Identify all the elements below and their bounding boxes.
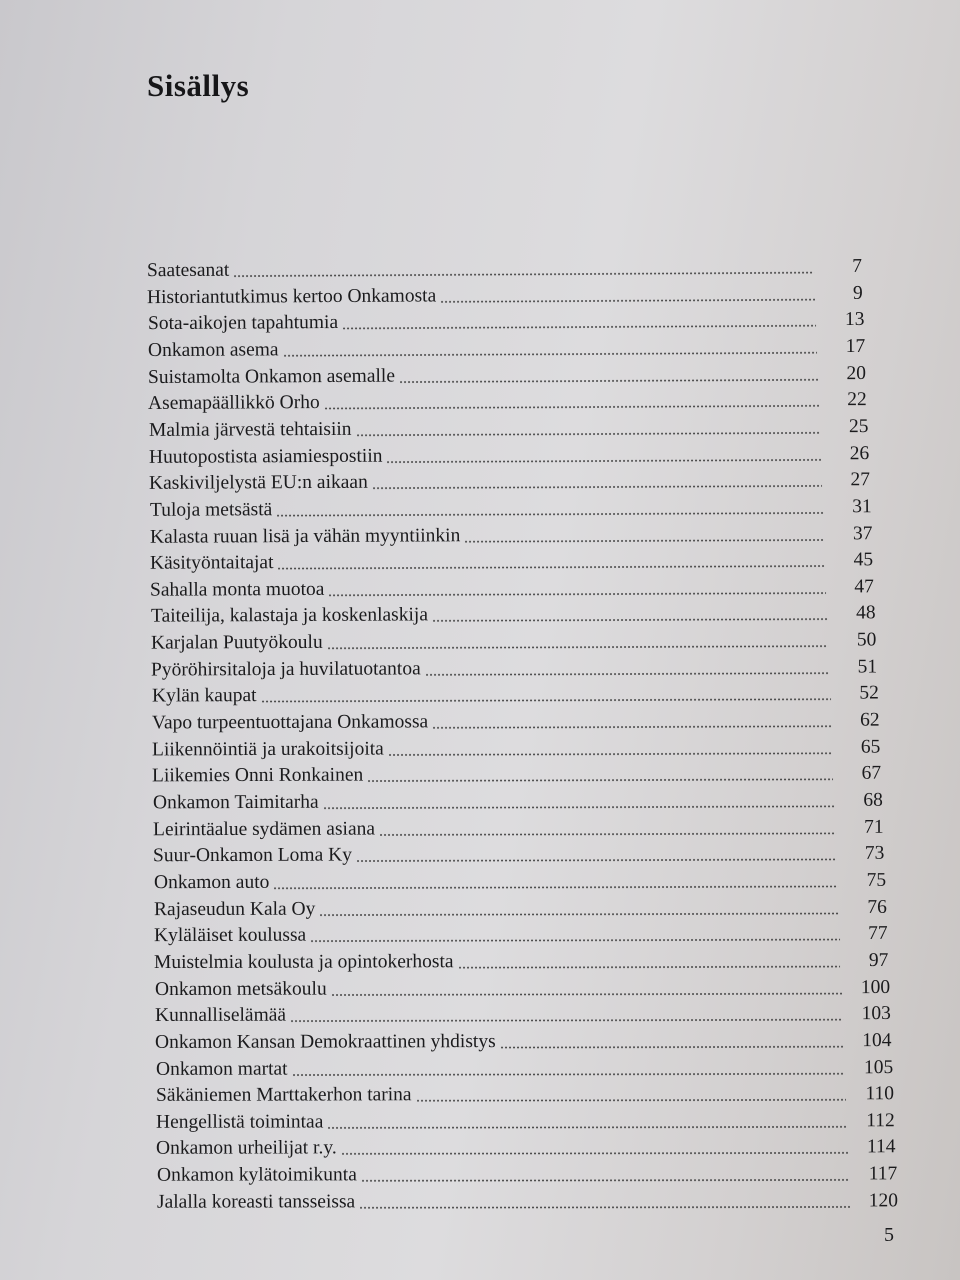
toc-entry-page: 71: [864, 816, 884, 838]
toc-entry-page: 51: [857, 656, 878, 678]
toc-entry: [156, 1079, 894, 1107]
toc-entry: [150, 572, 874, 601]
toc-entry-page: 100: [860, 976, 890, 998]
toc-entry-title: Suur-Onkamon Loma Ky: [153, 844, 353, 867]
dot-leader: [327, 1125, 846, 1129]
dot-leader: [372, 485, 822, 490]
toc-entry-page: 9: [853, 282, 864, 304]
toc-entry-page: 104: [862, 1029, 892, 1051]
toc-entry: [157, 1159, 897, 1186]
toc-entry-page: 20: [846, 362, 867, 384]
toc-entry: [155, 999, 891, 1027]
toc-entry: [150, 545, 873, 574]
toc-entry-page: 26: [849, 442, 870, 464]
toc-entry: [154, 919, 888, 947]
toc-entry-page: 112: [866, 1110, 895, 1132]
toc-entry-title: Kylän kaupat: [151, 685, 257, 707]
dot-leader: [464, 538, 824, 543]
dot-leader: [329, 591, 827, 596]
toc-entry: [151, 599, 876, 628]
dot-leader: [322, 805, 834, 810]
toc-entry: [152, 679, 879, 708]
toc-entry-page: 17: [845, 335, 866, 357]
toc-entry: [151, 626, 876, 655]
toc-entry: [149, 439, 869, 469]
toc-entry-title: Onkamon Kansan Demokraattinen yhdistys: [155, 1030, 496, 1053]
toc-entry: [152, 706, 880, 735]
dot-leader: [425, 671, 829, 676]
toc-entry-title: Onkamon asema: [147, 339, 279, 361]
toc-entry-title: Suistamolta Onkamon asemalle: [148, 365, 396, 388]
toc-entry-page: 48: [855, 602, 876, 624]
toc-entry: [149, 465, 870, 495]
dot-leader: [327, 645, 829, 650]
toc-entry-page: 65: [860, 736, 881, 758]
toc-entry-title: Onkamon martat: [155, 1058, 288, 1080]
toc-entry: [150, 519, 873, 549]
toc-entry: [147, 305, 864, 335]
toc-entry: [154, 892, 887, 920]
toc-entry-title: Onkamon urheilijat r.y.: [156, 1137, 338, 1160]
toc-entry-title: Saatesanat: [146, 259, 230, 282]
dot-leader: [291, 1072, 845, 1076]
toc-entry: [153, 786, 883, 815]
dot-leader: [458, 965, 841, 969]
toc-entry: [156, 1106, 895, 1134]
toc-entry: [147, 278, 863, 308]
dot-leader: [330, 992, 841, 996]
toc-entry-page: 114: [867, 1136, 896, 1158]
toc-entry: [156, 1133, 896, 1160]
toc-entry: [157, 1186, 898, 1213]
toc-entry-page: 27: [850, 469, 871, 491]
toc-entry-title: Muistelmia koulusta ja opintokerhosta: [154, 951, 454, 973]
toc-entry: [155, 1026, 892, 1054]
toc-entry-page: 68: [863, 789, 883, 811]
toc-entry-title: Onkamon auto: [153, 871, 269, 894]
toc-entry-title: Asemapäällikkö Orho: [148, 392, 321, 415]
toc-entry-title: Malmia järvestä tehtaisiin: [148, 418, 352, 441]
dot-leader: [290, 1018, 843, 1022]
dot-leader: [415, 1098, 845, 1102]
toc-entry: [148, 359, 866, 389]
toc-entry-title: Onkamon kylätoimikunta: [156, 1164, 357, 1186]
dot-leader: [399, 378, 818, 383]
toc-entry-page: 103: [861, 1003, 891, 1025]
toc-entry: [152, 759, 881, 788]
toc-heading: Sisällys: [147, 68, 250, 103]
toc-entry: [152, 732, 880, 761]
dot-leader: [432, 725, 831, 730]
dot-leader: [386, 458, 821, 463]
toc-entry: [149, 412, 869, 442]
dot-leader: [388, 751, 833, 756]
toc-entry-title: Kyläläiset koulussa: [154, 924, 307, 947]
toc-entry-page: 50: [856, 629, 877, 651]
toc-entry-title: Jalalla koreasti tansseissa: [156, 1191, 356, 1213]
toc-entry-title: Vapo turpeentuottajana Onkamossa: [151, 711, 429, 734]
toc-entry-page: 75: [866, 869, 886, 891]
toc-entry-page: 62: [859, 709, 880, 731]
dot-leader: [342, 324, 816, 330]
toc-entry-page: 31: [851, 496, 872, 518]
toc-entry-title: Säkäniemen Marttakerhon tarina: [155, 1084, 412, 1106]
toc-entry-page: 105: [863, 1056, 893, 1078]
toc-entry-page: 77: [868, 923, 888, 945]
toc-entry-title: Liikemies Onni Ronkainen: [152, 764, 364, 787]
toc-entry-page: 97: [869, 949, 889, 971]
toc-entry-title: Tuloja metsästä: [149, 499, 272, 521]
toc-entry-title: Historiantutkimus kertoo Onkamosta: [147, 285, 437, 308]
toc-entry-page: 117: [868, 1163, 897, 1185]
toc-entry-page: 76: [867, 896, 887, 918]
dot-leader: [441, 298, 816, 303]
toc-entry: [154, 866, 886, 894]
toc-entry-title: Sota-aikojen tapahtumia: [147, 312, 338, 335]
toc-entry: [153, 839, 884, 867]
dot-leader: [324, 405, 819, 411]
toc-entry-title: Karjalan Puutyökoulu: [150, 631, 323, 654]
page-number: 5: [884, 1224, 894, 1246]
toc-entry-page: 120: [868, 1190, 899, 1212]
dot-leader: [355, 431, 820, 436]
dot-leader: [273, 885, 838, 890]
dot-leader: [233, 271, 814, 278]
dot-leader: [379, 832, 836, 837]
toc-entry: [147, 252, 862, 282]
dot-leader: [282, 351, 817, 357]
toc-entry: [150, 492, 872, 522]
toc-entry-page: 25: [848, 415, 869, 438]
toc-entry-title: Kunnalliselämää: [154, 1004, 287, 1027]
toc-entry-title: Onkamon metsäkoulu: [154, 978, 327, 1000]
toc-entry-title: Käsityöntaitajat: [150, 552, 274, 574]
toc-entry-title: Pyöröhirsitaloja ja huvilatuotantoa: [151, 658, 422, 681]
dot-leader: [260, 698, 830, 703]
toc-entry-title: Hengellistä toimintaa: [156, 1111, 324, 1133]
dot-leader: [310, 938, 839, 943]
toc-entry-page: 45: [853, 549, 874, 571]
toc-entry-page: 110: [865, 1083, 894, 1105]
dot-leader: [361, 1178, 849, 1182]
toc-entry-title: Onkamon Taimitarha: [152, 791, 319, 814]
dot-leader: [356, 858, 836, 863]
toc-entry-title: Leirintäalue sydämen asiana: [152, 818, 376, 840]
toc-entry-title: Sahalla monta muotoa: [150, 578, 325, 601]
dot-leader: [341, 1152, 848, 1156]
toc-entry: [154, 946, 888, 974]
dot-leader: [500, 1045, 844, 1049]
toc-entry-page: 22: [847, 389, 868, 411]
toc-entry: [148, 385, 867, 415]
toc-entry-title: Huutopostista asiamiespostiin: [148, 445, 383, 468]
dot-leader: [368, 778, 834, 783]
toc-entry-page: 67: [861, 762, 882, 785]
toc-entry: [148, 332, 865, 362]
dot-leader: [278, 565, 826, 571]
toc-entry-title: Liikennöintiä ja urakoitsijoita: [152, 738, 384, 761]
toc-entry-title: Taiteilija, kalastaja ja koskenlaskija: [150, 604, 428, 628]
toc-entry-page: 73: [865, 843, 885, 865]
toc-entry: [156, 1053, 893, 1081]
dot-leader: [359, 1205, 850, 1209]
toc-entry-page: 52: [858, 682, 879, 704]
toc-entry-title: Rajaseudun Kala Oy: [153, 898, 316, 920]
toc-entry-page: 47: [854, 576, 875, 598]
toc-entry-page: 37: [852, 522, 873, 544]
toc-entry-title: Kaskiviljelystä EU:n aikaan: [149, 471, 369, 495]
toc-entry: [151, 652, 877, 681]
toc-entry: [153, 812, 884, 841]
dot-leader: [432, 618, 828, 623]
toc-entry-page: 13: [844, 309, 865, 331]
dot-leader: [276, 511, 823, 517]
dot-leader: [319, 912, 838, 917]
toc-entry-page: 7: [852, 255, 863, 277]
toc-entry: [155, 973, 890, 1001]
toc-entry-title: Kalasta ruuan lisä ja vähän myyntiinkin: [149, 524, 461, 548]
